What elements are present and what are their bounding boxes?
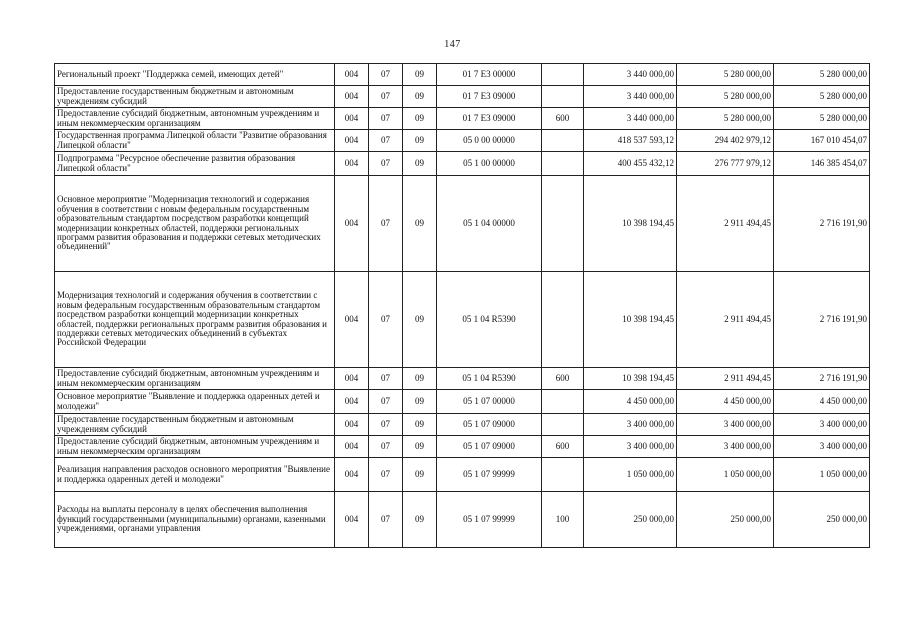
expense-type-cell (542, 272, 584, 368)
row-name-cell: Основное мероприятие "Модернизация технологий и содержания обучения в соответствии с новым федеральным государственным образовательным стандартом посредством разработки концепций модернизации конкретных областей, поддержки региональных программ развития образования и поддержки сетевых методических объединений" (55, 176, 335, 272)
subsection-code-cell: 09 (403, 176, 437, 272)
expense-type-cell (542, 86, 584, 108)
amount-year1-cell: 3 440 000,00 (584, 108, 677, 130)
section-code-cell: 07 (369, 414, 403, 436)
table-row (55, 492, 870, 548)
target-article-cell: 05 1 07 00000 (437, 390, 542, 414)
amount-year2-cell: 4 450 000,00 (677, 390, 774, 414)
table-row (55, 414, 870, 436)
subsection-code-cell: 09 (403, 64, 437, 86)
admin-code-cell: 004 (335, 272, 369, 368)
amount-year3-cell: 2 716 191,90 (774, 272, 870, 368)
admin-code-cell: 004 (335, 130, 369, 152)
amount-year2-cell: 250 000,00 (677, 492, 774, 548)
amount-year1-cell: 3 440 000,00 (584, 64, 677, 86)
admin-code-cell: 004 (335, 176, 369, 272)
target-article-cell: 05 1 07 99999 (437, 492, 542, 548)
section-code-cell: 07 (369, 272, 403, 368)
expense-type-cell: 100 (542, 492, 584, 548)
section-code-cell: 07 (369, 176, 403, 272)
row-name-cell: Реализация направления расходов основного мероприятия "Выявление и поддержка одаренных детей и молодежи" (55, 458, 335, 492)
row-name-cell: Предоставление субсидий бюджетным, автономным учреждениям и иным некоммерческим организациям (55, 108, 335, 130)
row-name-cell: Основное мероприятие "Выявление и поддержка одаренных детей и молодежи" (55, 390, 335, 414)
admin-code-cell: 004 (335, 492, 369, 548)
expense-type-cell (542, 390, 584, 414)
admin-code-cell: 004 (335, 458, 369, 492)
target-article-cell: 05 0 00 00000 (437, 130, 542, 152)
subsection-code-cell: 09 (403, 108, 437, 130)
expense-type-cell (542, 414, 584, 436)
amount-year1-cell: 10 398 194,45 (584, 272, 677, 368)
amount-year3-cell: 5 280 000,00 (774, 64, 870, 86)
expense-type-cell: 600 (542, 436, 584, 458)
amount-year1-cell: 418 537 593,12 (584, 130, 677, 152)
amount-year1-cell: 3 440 000,00 (584, 86, 677, 108)
table-row (55, 86, 870, 108)
amount-year2-cell: 5 280 000,00 (677, 108, 774, 130)
amount-year2-cell: 276 777 979,12 (677, 152, 774, 176)
row-name-cell: Государственная программа Липецкой области "Развитие образования Липецкой области" (55, 130, 335, 152)
subsection-code-cell: 09 (403, 492, 437, 548)
section-code-cell: 07 (369, 130, 403, 152)
subsection-code-cell: 09 (403, 436, 437, 458)
amount-year2-cell: 2 911 494,45 (677, 176, 774, 272)
table-row (55, 436, 870, 458)
amount-year1-cell: 250 000,00 (584, 492, 677, 548)
amount-year2-cell: 5 280 000,00 (677, 86, 774, 108)
section-code-cell: 07 (369, 108, 403, 130)
amount-year3-cell: 5 280 000,00 (774, 108, 870, 130)
amount-year1-cell: 4 450 000,00 (584, 390, 677, 414)
amount-year3-cell: 146 385 454,07 (774, 152, 870, 176)
table-row (55, 272, 870, 368)
table-row (55, 152, 870, 176)
target-article-cell: 05 1 00 00000 (437, 152, 542, 176)
section-code-cell: 07 (369, 368, 403, 390)
amount-year3-cell: 167 010 454,07 (774, 130, 870, 152)
subsection-code-cell: 09 (403, 86, 437, 108)
amount-year3-cell: 4 450 000,00 (774, 390, 870, 414)
section-code-cell: 07 (369, 390, 403, 414)
amount-year3-cell: 1 050 000,00 (774, 458, 870, 492)
subsection-code-cell: 09 (403, 130, 437, 152)
table-row (55, 64, 870, 86)
target-article-cell: 01 7 E3 09000 (437, 108, 542, 130)
amount-year3-cell: 2 716 191,90 (774, 176, 870, 272)
target-article-cell: 01 7 E3 09000 (437, 86, 542, 108)
row-name-cell: Предоставление государственным бюджетным и автономным учреждениям субсидий (55, 86, 335, 108)
amount-year2-cell: 2 911 494,45 (677, 272, 774, 368)
admin-code-cell: 004 (335, 152, 369, 176)
table-row (55, 130, 870, 152)
admin-code-cell: 004 (335, 64, 369, 86)
expense-type-cell (542, 458, 584, 492)
table-row (55, 368, 870, 390)
amount-year3-cell: 5 280 000,00 (774, 86, 870, 108)
row-name-cell: Предоставление субсидий бюджетным, автономным учреждениям и иным некоммерческим организациям (55, 436, 335, 458)
amount-year1-cell: 3 400 000,00 (584, 436, 677, 458)
admin-code-cell: 004 (335, 390, 369, 414)
target-article-cell: 05 1 07 09000 (437, 414, 542, 436)
expense-type-cell (542, 130, 584, 152)
amount-year2-cell: 2 911 494,45 (677, 368, 774, 390)
row-name-cell: Предоставление государственным бюджетным и автономным учреждениям субсидий (55, 414, 335, 436)
row-name-cell: Предоставление субсидий бюджетным, автономным учреждениям и иным некоммерческим организациям (55, 368, 335, 390)
section-code-cell: 07 (369, 86, 403, 108)
expense-type-cell: 600 (542, 108, 584, 130)
amount-year3-cell: 3 400 000,00 (774, 436, 870, 458)
table-row (55, 108, 870, 130)
target-article-cell: 05 1 04 00000 (437, 176, 542, 272)
admin-code-cell: 004 (335, 86, 369, 108)
amount-year1-cell: 10 398 194,45 (584, 176, 677, 272)
amount-year1-cell: 10 398 194,45 (584, 368, 677, 390)
table-row (55, 176, 870, 272)
subsection-code-cell: 09 (403, 152, 437, 176)
subsection-code-cell: 09 (403, 272, 437, 368)
subsection-code-cell: 09 (403, 414, 437, 436)
expense-type-cell (542, 64, 584, 86)
amount-year3-cell: 2 716 191,90 (774, 368, 870, 390)
admin-code-cell: 004 (335, 436, 369, 458)
amount-year1-cell: 3 400 000,00 (584, 414, 677, 436)
expense-type-cell (542, 152, 584, 176)
row-name-cell: Расходы на выплаты персоналу в целях обеспечения выполнения функций государственными (муниципальными) органами, казенными учреждениями, органами управления (55, 492, 335, 548)
budget-table (54, 63, 870, 548)
target-article-cell: 05 1 04 R5390 (437, 272, 542, 368)
admin-code-cell: 004 (335, 108, 369, 130)
amount-year1-cell: 400 455 432,12 (584, 152, 677, 176)
amount-year2-cell: 3 400 000,00 (677, 436, 774, 458)
section-code-cell: 07 (369, 152, 403, 176)
expense-type-cell: 600 (542, 368, 584, 390)
amount-year2-cell: 294 402 979,12 (677, 130, 774, 152)
section-code-cell: 07 (369, 436, 403, 458)
amount-year3-cell: 250 000,00 (774, 492, 870, 548)
amount-year3-cell: 3 400 000,00 (774, 414, 870, 436)
subsection-code-cell: 09 (403, 390, 437, 414)
row-name-cell: Модернизация технологий и содержания обучения в соответствии с новым федеральным государственным образовательным стандартом посредством разработки концепций модернизации конкретных областей, поддержки региональных программ развития образования и поддержки сетевых методических объединений в субъектах Российской Федерации (55, 272, 335, 368)
target-article-cell: 01 7 E3 00000 (437, 64, 542, 86)
target-article-cell: 05 1 07 99999 (437, 458, 542, 492)
section-code-cell: 07 (369, 458, 403, 492)
subsection-code-cell: 09 (403, 458, 437, 492)
page-number: 147 (444, 39, 461, 50)
amount-year2-cell: 5 280 000,00 (677, 64, 774, 86)
expense-type-cell (542, 176, 584, 272)
amount-year2-cell: 3 400 000,00 (677, 414, 774, 436)
row-name-cell: Подпрограмма "Ресурсное обеспечение развития образования Липецкой области" (55, 152, 335, 176)
row-name-cell: Региональный проект "Поддержка семей, имеющих детей" (55, 64, 335, 86)
admin-code-cell: 004 (335, 414, 369, 436)
amount-year2-cell: 1 050 000,00 (677, 458, 774, 492)
section-code-cell: 07 (369, 492, 403, 548)
target-article-cell: 05 1 04 R5390 (437, 368, 542, 390)
target-article-cell: 05 1 07 09000 (437, 436, 542, 458)
amount-year1-cell: 1 050 000,00 (584, 458, 677, 492)
table-row (55, 458, 870, 492)
admin-code-cell: 004 (335, 368, 369, 390)
table-row (55, 390, 870, 414)
section-code-cell: 07 (369, 64, 403, 86)
subsection-code-cell: 09 (403, 368, 437, 390)
